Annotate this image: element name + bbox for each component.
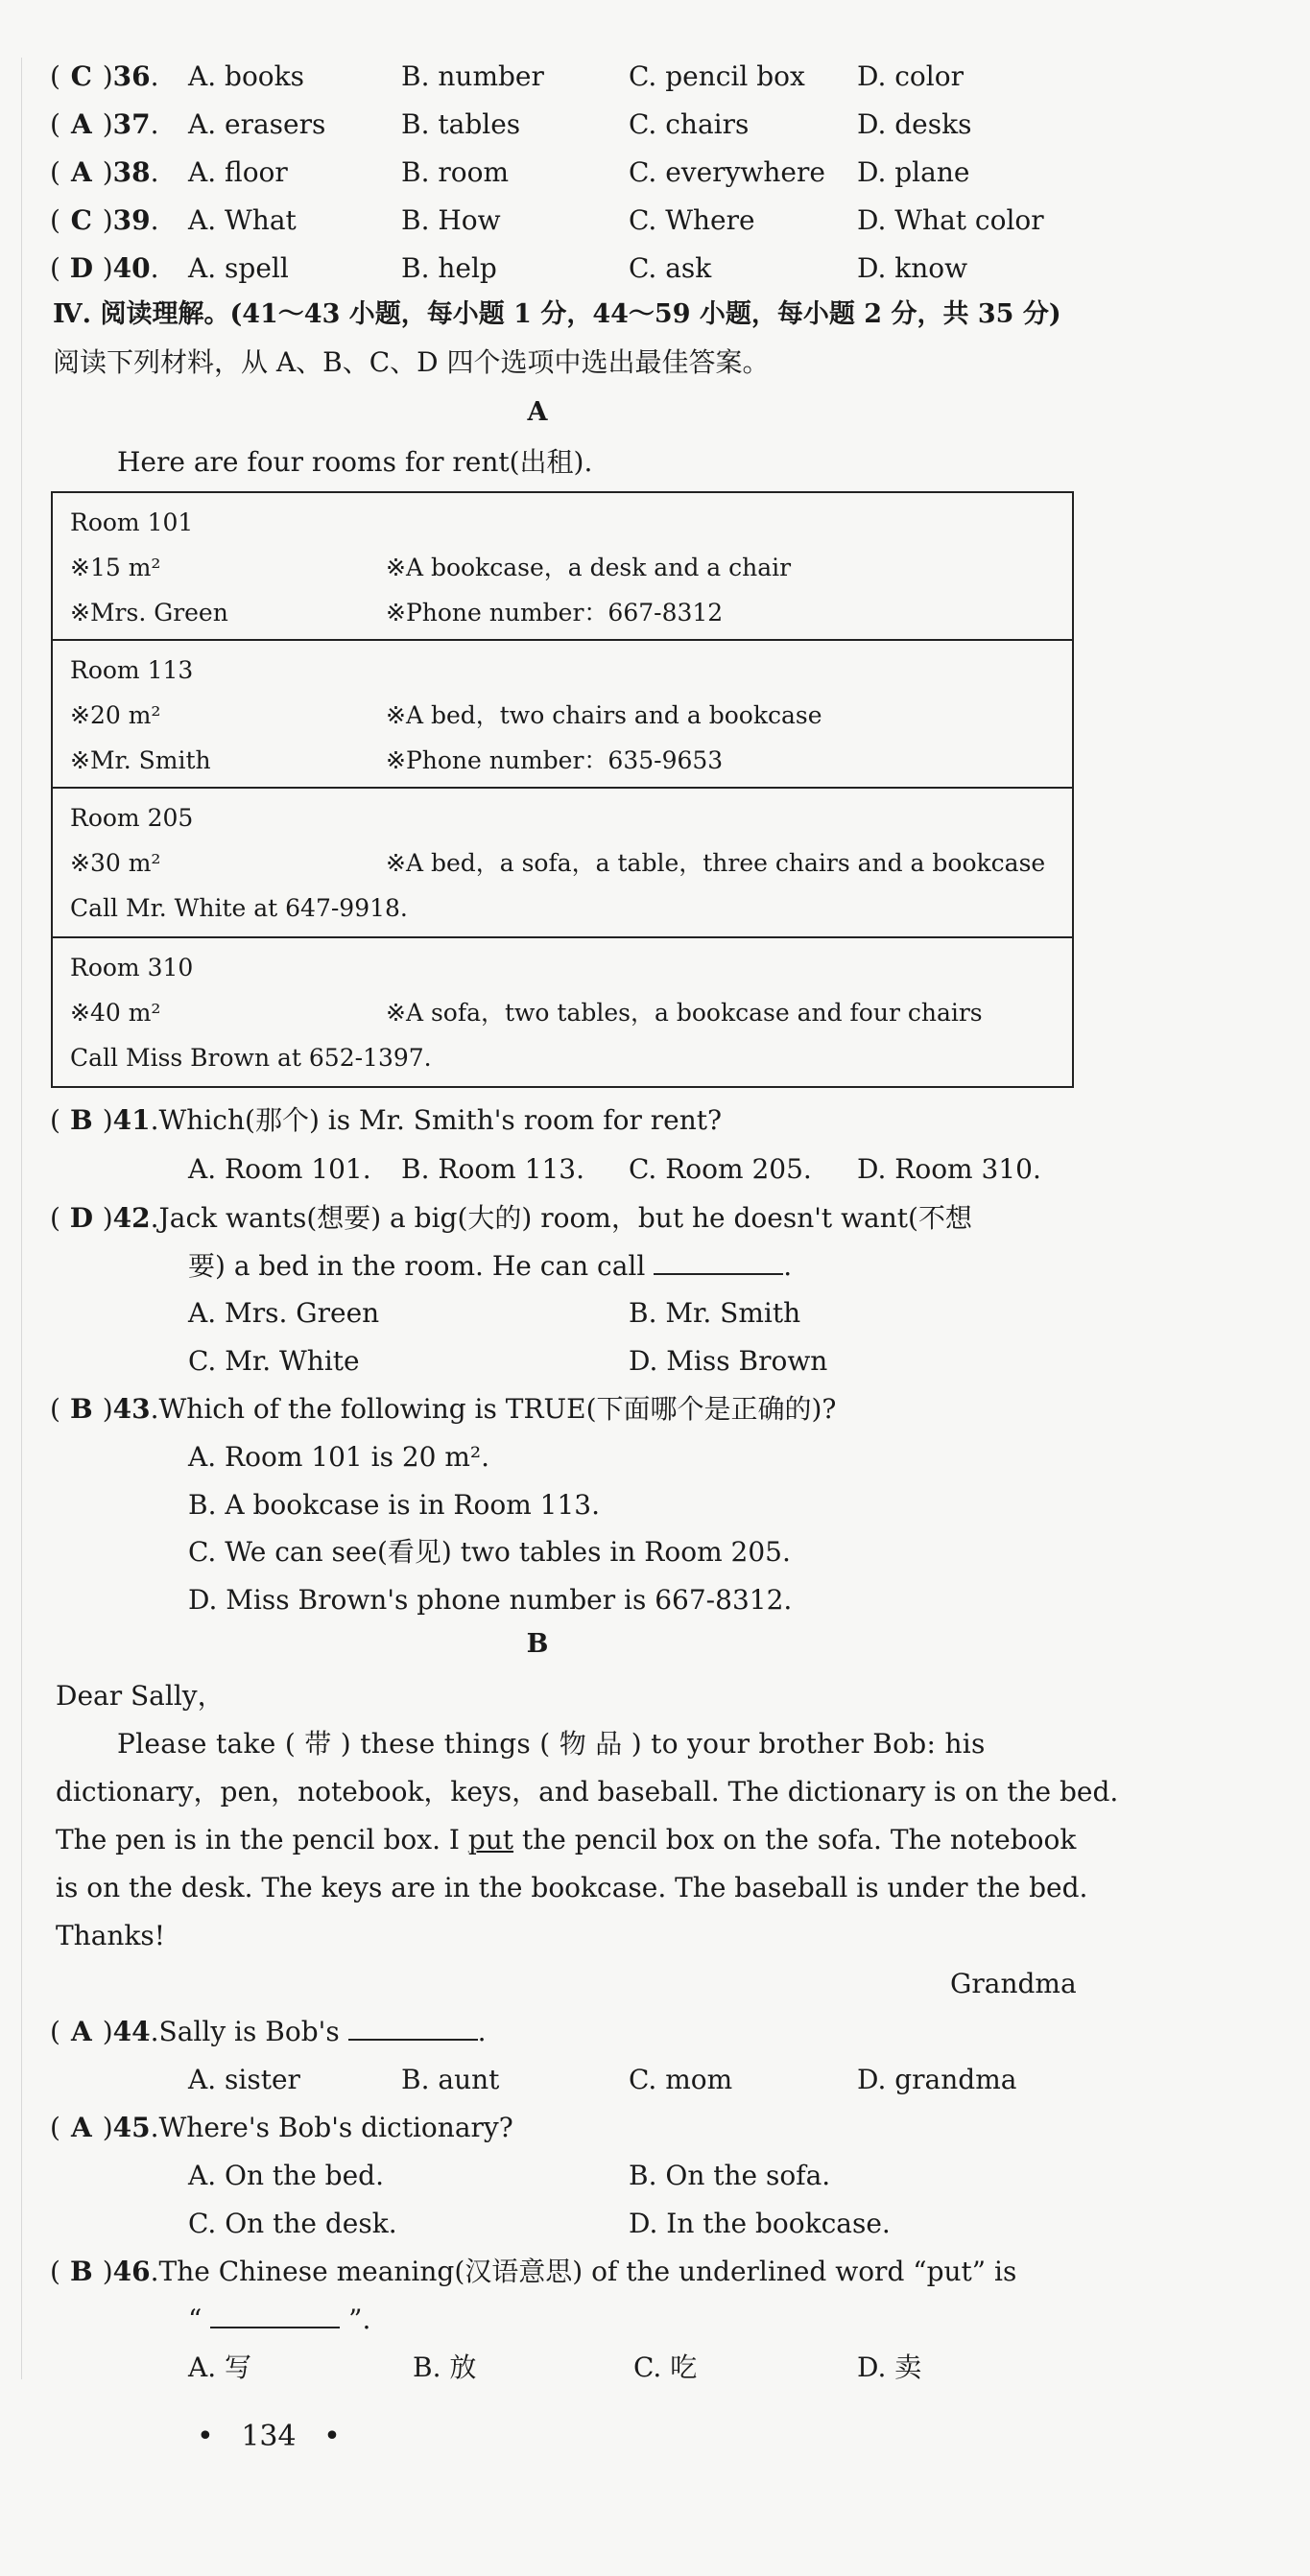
option-b: B. number: [401, 60, 544, 92]
question-41: ( B )41.Which(那个) is Mr. Smith's room for rent?: [50, 1101, 722, 1140]
question-46-cont: “ ”.: [188, 2304, 371, 2335]
passage-b-label: B: [526, 1629, 549, 1659]
answer-blank: [348, 2014, 478, 2041]
room-contact: ※Mrs. Green: [70, 599, 228, 626]
option-c: C. ask: [629, 252, 712, 284]
option-d: D. plane: [857, 156, 970, 188]
room-name: Room 113: [70, 656, 194, 684]
option-b: B. 放: [413, 2351, 477, 2383]
option-d: D. desks: [857, 108, 972, 140]
option-a: A. erasers: [188, 108, 326, 140]
room-contact: Call Mr. White at 647-9918.: [70, 894, 408, 922]
letter-line-1: Please take ( 带 ) these things ( 物 品 ) to your brother Bob: his: [117, 1728, 986, 1760]
option-a: A. sister: [188, 2064, 300, 2095]
room-items: ※A bookcase，a desk and a chair: [386, 554, 792, 581]
room-size: ※30 m²: [70, 849, 161, 877]
option-d: D. In the bookcase.: [629, 2208, 891, 2239]
option-b: B. On the sofa.: [629, 2160, 831, 2191]
underlined-word: put: [467, 1824, 514, 1855]
option-b: B. A bookcase is in Room 113.: [188, 1489, 601, 1521]
answer-mark: B: [69, 1393, 93, 1425]
option-a: A. What: [188, 204, 297, 236]
room-size: ※20 m²: [70, 701, 161, 729]
room-name: Room 310: [70, 954, 194, 981]
room-cell-113: [53, 641, 1072, 789]
option-a: A. Room 101 is 20 m².: [188, 1441, 490, 1473]
question-46: ( B )46.The Chinese meaning(汉语意思) of the underlined word “put” is: [50, 2253, 1016, 2291]
question-43: ( B )43.Which of the following is TRUE(下面哪个是正确的)?: [50, 1390, 836, 1429]
answer-mark: D: [69, 1202, 93, 1234]
option-c: C. mom: [629, 2064, 733, 2095]
option-c: C. chairs: [629, 108, 750, 140]
question-38: ( A )38.: [50, 154, 159, 192]
answer-blank: [210, 2302, 340, 2328]
answer-mark: A: [70, 2016, 92, 2047]
option-d: D. Room 310.: [857, 1153, 1041, 1185]
answer-mark: A: [70, 156, 92, 188]
option-c: C. Mr. White: [188, 1345, 360, 1377]
question-40: ( D )40.: [50, 249, 159, 288]
option-a: A. Room 101.: [188, 1153, 371, 1185]
option-a: A. Mrs. Green: [188, 1297, 380, 1329]
room-size: ※40 m²: [70, 999, 161, 1027]
rooms-table: [51, 491, 1074, 1088]
room-cell-205: [53, 789, 1072, 938]
passage-a-intro: Here are four rooms for rent(出租).: [117, 446, 593, 478]
answer-mark: C: [70, 204, 92, 236]
section-heading: Ⅳ. 阅读理解。(41～43 小题，每小题 1 分，44～59 小题，每小题 2 分，共 35 分): [53, 299, 1061, 329]
letter-signature: Grandma: [950, 1968, 1077, 1999]
option-d: D. color: [857, 60, 964, 92]
answer-blank: [654, 1248, 783, 1275]
answer-mark: B: [69, 2256, 93, 2287]
option-a: A. 写: [188, 2351, 252, 2383]
option-b: B. aunt: [401, 2064, 500, 2095]
option-d: D. Miss Brown's phone number is 667-8312.: [188, 1584, 793, 1616]
room-name: Room 101: [70, 508, 194, 536]
option-c: C. everywhere: [629, 156, 825, 188]
question-44: ( A )44.Sally is Bob's .: [50, 2013, 487, 2051]
question-39: ( C )39.: [50, 201, 159, 240]
option-d: D. Miss Brown: [629, 1345, 828, 1377]
option-c: C. Room 205.: [629, 1153, 812, 1185]
room-phone: ※Phone number：635-9653: [386, 746, 724, 774]
option-b: B. help: [401, 252, 497, 284]
option-a: A. spell: [188, 252, 289, 284]
option-a: A. books: [188, 60, 304, 92]
letter-line-2: dictionary，pen，notebook，keys，and baseball. The dictionary is on the bed.: [56, 1776, 1119, 1808]
option-a: A. floor: [188, 156, 288, 188]
option-c: C. On the desk.: [188, 2208, 397, 2239]
option-c: C. pencil box: [629, 60, 805, 92]
question-42-cont: 要) a bed in the room. He can call .: [188, 1250, 793, 1282]
option-c: C. 吃: [633, 2351, 698, 2383]
answer-mark: D: [69, 252, 93, 284]
option-c: C. We can see(看见) two tables in Room 205.: [188, 1536, 791, 1568]
option-b: B. Room 113.: [401, 1153, 584, 1185]
page-number: • 134 •: [197, 2420, 341, 2453]
letter-greeting: Dear Sally，: [56, 1680, 225, 1712]
room-size: ※15 m²: [70, 554, 161, 581]
question-45: ( A )45.Where's Bob's dictionary?: [50, 2109, 513, 2147]
letter-line-5: Thanks!: [56, 1920, 166, 1951]
option-b: B. room: [401, 156, 510, 188]
option-d: D. know: [857, 252, 968, 284]
room-contact: ※Mr. Smith: [70, 746, 211, 774]
room-items: ※A bed，two chairs and a bookcase: [386, 701, 822, 729]
option-d: D. 卖: [857, 2351, 922, 2383]
option-b: B. Mr. Smith: [629, 1297, 801, 1329]
room-name: Room 205: [70, 804, 194, 832]
answer-mark: B: [69, 1104, 93, 1136]
room-cell-101: [53, 493, 1072, 641]
room-items: ※A bed，a sofa，a table，three chairs and a bookcase: [386, 849, 1046, 877]
letter-line-4: is on the desk. The keys are in the bookcase. The baseball is under the bed.: [56, 1872, 1088, 1903]
room-contact: Call Miss Brown at 652-1397.: [70, 1044, 432, 1072]
answer-mark: A: [70, 108, 92, 140]
section-instruction: 阅读下列材料，从 A、B、C、D 四个选项中选出最佳答案。: [53, 346, 770, 378]
passage-a-label: A: [527, 397, 548, 427]
letter-line-3: The pen is in the pencil box. I put the pencil box on the sofa. The notebook: [56, 1824, 1077, 1855]
option-c: C. Where: [629, 204, 755, 236]
option-b: B. tables: [401, 108, 521, 140]
answer-mark: A: [70, 2112, 92, 2143]
room-phone: ※Phone number：667-8312: [386, 599, 724, 626]
room-items: ※A sofa，two tables，a bookcase and four chairs: [386, 999, 983, 1027]
option-a: A. On the bed.: [188, 2160, 384, 2191]
option-d: D. What color: [857, 204, 1044, 236]
option-b: B. How: [401, 204, 501, 236]
question-37: ( A )37.: [50, 106, 159, 144]
option-d: D. grandma: [857, 2064, 1017, 2095]
answer-mark: C: [70, 60, 92, 92]
question-36: ( C )36.: [50, 58, 159, 96]
question-42: ( D )42.Jack wants(想要) a big(大的) room，but he doesn't want(不想: [50, 1199, 972, 1238]
room-cell-310: [53, 938, 1072, 1088]
